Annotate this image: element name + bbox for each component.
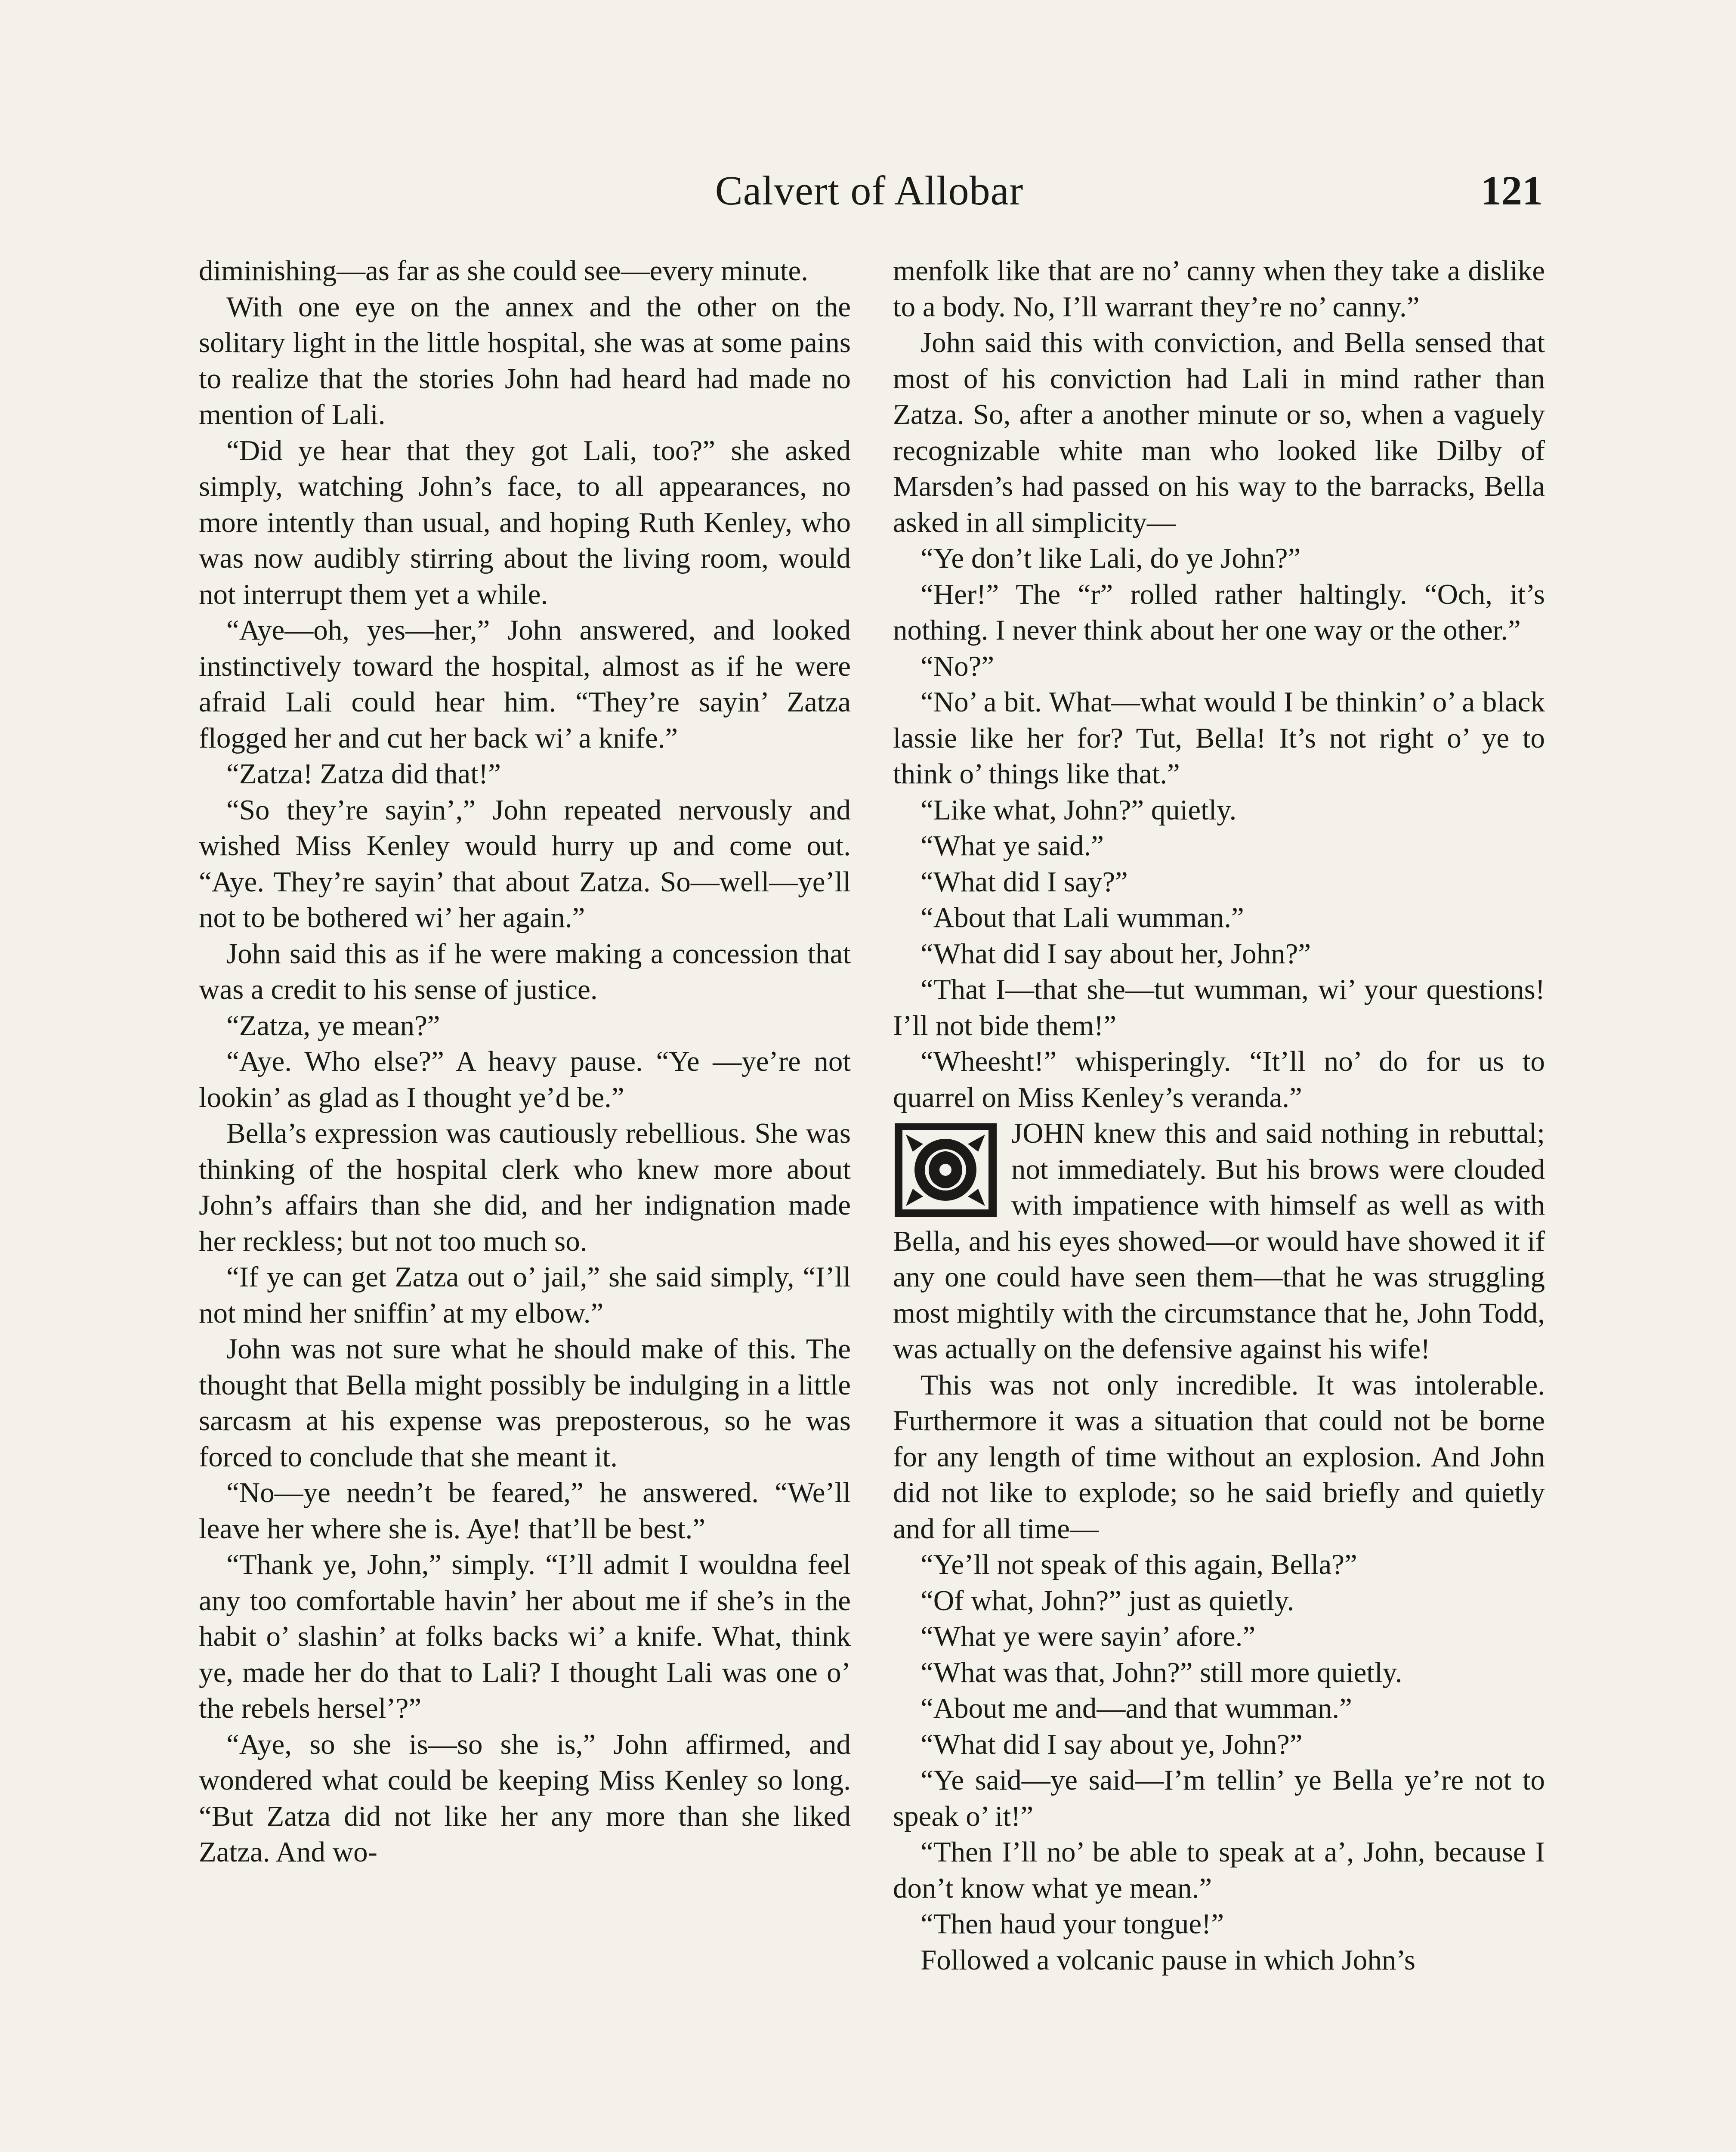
paragraph: “What ye said.” [921, 830, 1104, 862]
page-number: 121 [1481, 167, 1543, 213]
paragraph: “Then haud your tongue!” [921, 1908, 1224, 1940]
paragraph: “About that Lali wumman.” [921, 902, 1244, 934]
right-column-bottom [893, 1367, 1545, 1979]
paragraph: “No?” [921, 650, 995, 682]
paragraph: “Of what, John?” just as quietly. [921, 1584, 1294, 1617]
paragraph: “Aye—oh, yes—her,” John answered, and looked instinctively toward the hospital, almost as if he were afraid Lali could hear him. “They’re sayin’ Zatza flogged her and cut her back wi’ a knife.” [199, 614, 851, 754]
paragraph: “That I—that she—tut wumman, wi’ your questions! I’ll not bide them!” [893, 974, 1545, 1042]
running-title: Calvert of Allobar [715, 167, 1024, 213]
paragraph: “Like what, John?” quietly. [921, 794, 1237, 826]
paragraph: menfolk like that are no’ canny when they take a dislike to a body. No, I’ll warrant they’re no’ canny.” [893, 255, 1545, 323]
page-header [196, 163, 1543, 219]
right-column [893, 253, 1545, 1978]
paragraph: This was not only incredible. It was intolerable. Furthermore it was a situation that could not be borne for any length of time without an explosion. And John did not like to explode; so he said briefly and quietly and for all time— [893, 1369, 1545, 1545]
paragraph: “Zatza, ye mean?” [226, 1009, 440, 1042]
paragraph: Followed a volcanic pause in which John’s [921, 1944, 1415, 1976]
paragraph: “Aye. Who else?” A heavy pause. “Ye —ye’re not lookin’ as glad as I thought ye’d be.” [199, 1045, 851, 1113]
paragraph: “Zatza! Zatza did that!” [226, 758, 501, 790]
paragraph: diminishing—as far as she could see—every minute. [199, 255, 808, 287]
paragraph: “No’ a bit. What—what would I be thinkin’ o’ a black lassie like her for? Tut, Bella! It’s not right o’ ye to think o’ things like that.” [893, 686, 1545, 790]
paragraph: “About me and—and that wumman.” [921, 1692, 1352, 1724]
paragraph: “Her!” The “r” rolled rather haltingly. “Och, it’s nothing. I never think about her one way or the other.” [893, 578, 1545, 646]
paragraph: “What ye were sayin’ afore.” [921, 1620, 1256, 1652]
section-start-text: JOHN knew this and said nothing in rebuttal; not immediately. But his brows were clouded with impatience with himself as well as with Bella, and his eyes showed—or would have showed it if any one could have seen them—that he was struggling most mightily with the circumstance that he, John Todd, was actually on the defensive against his wife! [893, 1117, 1545, 1365]
paragraph: “Aye, so she is—so she is,” John affirmed, and wondered what could be keeping Miss Kenley so long. “But Zatza did not like her any more than she liked Zatza. And wo- [199, 1728, 851, 1868]
ornament-icon [893, 1122, 998, 1218]
paragraph: “Thank ye, John,” simply. “I’ll admit I wouldna feel any too comfortable havin’ her about me if she’s in the habit o’ slashin’ at folks backs wi’ a knife. What, think ye, made her do that to Lali? I thought Lali was one o’ the rebels hersel’?” [199, 1549, 851, 1724]
paragraph: “What did I say about her, John?” [921, 937, 1311, 970]
paragraph: “What did I say about ye, John?” [921, 1728, 1303, 1760]
paragraph: John said this with conviction, and Bella sensed that most of his conviction had Lali in mind rather than Zatza. So, after a another minute or so, when a vaguely recognizable white man who looked like Dilby of Marsden’s had passed on his way to the barracks, Bella asked in all simplicity— [893, 327, 1545, 538]
paragraph: John was not sure what he should make of this. The thought that Bella might possibly be indulging in a little sarcasm at his expense was preposterous, so he was forced to conclude that she meant it. [199, 1333, 851, 1473]
paragraph: “Ye’ll not speak of this again, Bella?” [921, 1549, 1357, 1580]
paragraph: “So they’re sayin’,” John repeated nervously and wished Miss Kenley would hurry up and come out. “Aye. They’re sayin’ that about Zatza. So—well—ye’ll not to be bothered wi’ her again.” [199, 794, 851, 934]
paragraph: “Ye said—ye said—I’m tellin’ ye Bella ye’re not to speak o’ it!” [893, 1764, 1545, 1832]
paragraph: With one eye on the annex and the other on the solitary light in the little hospital, she was at some pains to realize that the stories John had heard had made no mention of Lali. [199, 291, 851, 430]
paragraph: “Wheesht!” whisperingly. “It’ll no’ do for us to quarrel on Miss Kenley’s veranda.” [893, 1045, 1545, 1113]
paragraph: “Then I’ll no’ be able to speak at a’, John, because I don’t know what ye mean.” [893, 1836, 1545, 1904]
paragraph: “What was that, John?” still more quietly. [921, 1656, 1402, 1688]
left-column [199, 253, 851, 1871]
paragraph: “Did ye hear that they got Lali, too?” she asked simply, watching John’s face, to all appearances, no more intently than usual, and hoping Ruth Kenley, who was now audibly stirring about the living room, would not interrupt them yet a while. [199, 434, 851, 610]
paragraph: “If ye can get Zatza out o’ jail,” she said simply, “I’ll not mind her sniffin’ at my elbow.” [199, 1261, 851, 1329]
paragraph: Bella’s expression was cautiously rebellious. She was thinking of the hospital clerk who knew more about John’s affairs than she did, and her indignation made her reckless; but not too much so. [199, 1117, 851, 1257]
paragraph: John said this as if he were making a concession that was a credit to his sense of justice. [199, 937, 851, 1005]
paragraph: “No—ye needn’t be feared,” he answered. “We’ll leave her where she is. Aye! that’ll be best.” [199, 1477, 851, 1545]
paragraph: “What did I say?” [921, 866, 1128, 898]
section-start-paragraph [893, 1116, 1545, 1367]
right-column-top [893, 253, 1545, 1116]
paragraph: “Ye don’t like Lali, do ye John?” [921, 542, 1301, 574]
